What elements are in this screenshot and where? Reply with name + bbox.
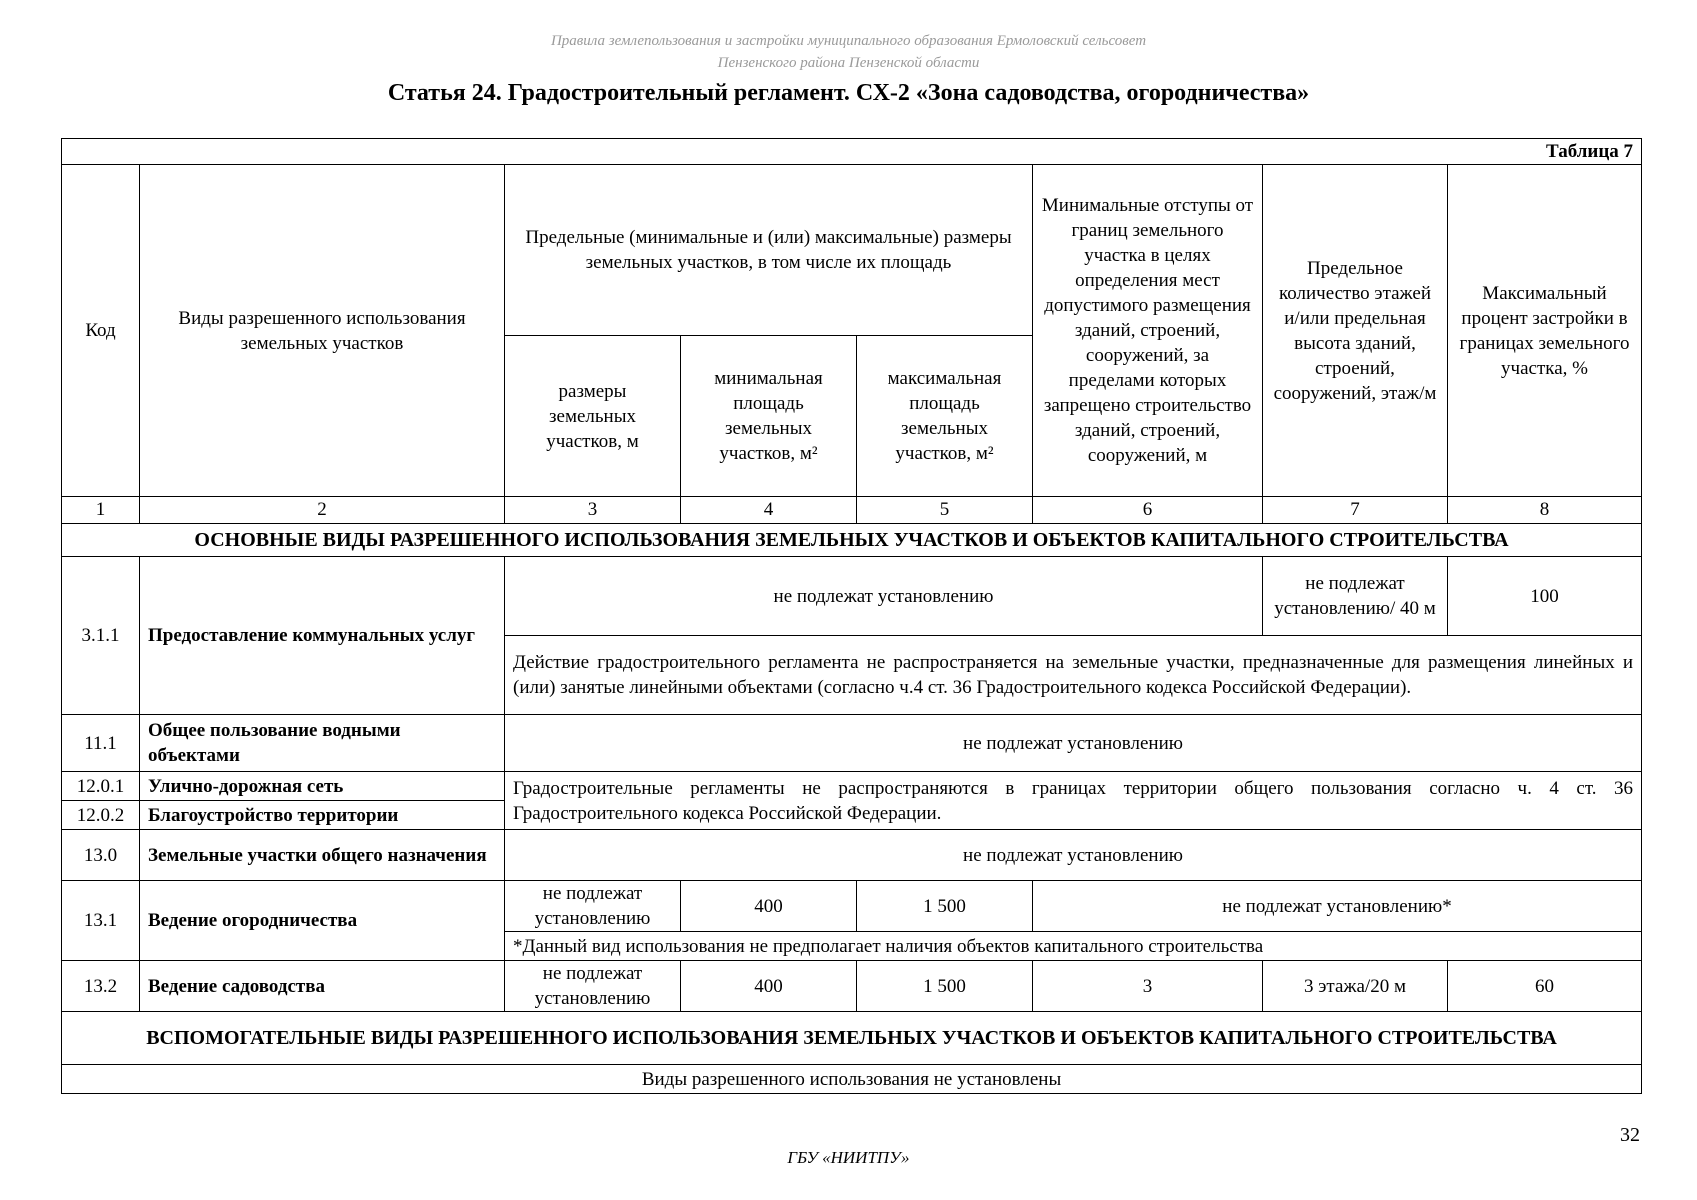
column-number: 5 <box>857 497 1033 524</box>
row-code: 3.1.1 <box>62 557 140 715</box>
header-sizes: размеры земельных участков, м <box>505 336 681 497</box>
column-number: 4 <box>681 497 857 524</box>
row-name: Земельные участки общего назначения <box>140 830 505 881</box>
running-header-line-2: Пензенского района Пензенской области <box>717 55 980 71</box>
row-code: 13.1 <box>62 881 140 961</box>
header-limits: Предельные (минимальные и (или) максимальные) размеры земельных участков, в том числе их площадь <box>505 165 1033 336</box>
running-header-line-1: Правила землепользования и застройки муниципального образования Ермоловский сельсовет <box>550 33 1147 49</box>
header-floors: Предельное количество этажей и/или предельная высота зданий, строений, сооружений, этаж/м <box>1263 165 1448 497</box>
article-title: Статья 24. Градостроительный регламент. СХ-2 «Зона садоводства, огородничества» <box>387 80 1310 106</box>
header-min-area: минимальная площадь земельных участков, м² <box>681 336 857 497</box>
row-name: Ведение огородничества <box>140 881 505 961</box>
row-coverage: 100 <box>1448 557 1642 636</box>
header-setbacks: Минимальные отступы от границ земельного участка в целях определения мест допустимого размещения зданий, строений, сооружений, за пределами которых запрещено строительство зданий, строений, сооружений, м <box>1033 165 1263 497</box>
row-note: Градостроительные регламенты не распространяются в границах территории общего пользования согласно ч. 4 ст. 36 Градостроительного кодекса Российской Федерации. <box>505 772 1642 830</box>
table-label: Таблица 7 <box>62 139 1642 165</box>
page-number: 32 <box>1620 1124 1640 1146</box>
row-name: Предоставление коммунальных услуг <box>140 557 505 715</box>
section-main-heading: ОСНОВНЫЕ ВИДЫ РАЗРЕШЕННОГО ИСПОЛЬЗОВАНИЯ ЗЕМЕЛЬНЫХ УЧАСТКОВ И ОБЪЕКТОВ КАПИТАЛЬНОГО СТРОИТЕЛЬСТВА <box>62 524 1642 557</box>
table-row <box>62 715 1642 772</box>
header-max-area: максимальная площадь земельных участков, м² <box>857 336 1033 497</box>
row-code: 13.0 <box>62 830 140 881</box>
row-floors: не подлежат установлению/ 40 м <box>1263 557 1448 636</box>
row-rest: не подлежат установлению* <box>1033 881 1642 932</box>
row-coverage: 60 <box>1448 961 1642 1012</box>
table-row <box>62 830 1642 881</box>
row-name: Ведение садоводства <box>140 961 505 1012</box>
row-max-area: 1 500 <box>857 961 1033 1012</box>
row-note: Действие градостроительного регламента не распространяется на земельные участки, предназначенные для размещения линейных и (или) занятые линейными объектами (согласно ч.4 ст. 36 Градостроительного кодекса Российской Федерации). <box>505 636 1642 715</box>
table-row <box>62 557 1642 636</box>
row-code: 12.0.1 <box>62 772 140 801</box>
table-row <box>62 881 1642 932</box>
row-sizes: не подлежат установлению <box>505 881 681 932</box>
row-limits: не подлежат установлению <box>505 557 1263 636</box>
column-number: 1 <box>62 497 140 524</box>
row-note: *Данный вид использования не предполагает наличия объектов капитального строительства <box>505 932 1642 961</box>
section-aux-heading: ВСПОМОГАТЕЛЬНЫЕ ВИДЫ РАЗРЕШЕННОГО ИСПОЛЬЗОВАНИЯ ЗЕМЕЛЬНЫХ УЧАСТКОВ И ОБЪЕКТОВ КАПИТАЛЬНОГО СТРОИТЕЛЬСТВА <box>62 1012 1642 1065</box>
row-value: не подлежат установлению <box>505 830 1642 881</box>
row-name: Благоустройство территории <box>140 801 505 830</box>
column-number: 8 <box>1448 497 1642 524</box>
header-code: Код <box>62 165 140 497</box>
column-number: 2 <box>140 497 505 524</box>
header-types: Виды разрешенного использования земельных участков <box>140 165 505 497</box>
table-row <box>62 961 1642 1012</box>
footer-org: ГБУ «НИИТПУ» <box>787 1148 910 1167</box>
row-code: 11.1 <box>62 715 140 772</box>
row-sizes: не подлежат установлению <box>505 961 681 1012</box>
column-numbers-row <box>62 497 1642 524</box>
running-header <box>0 30 1697 74</box>
row-code: 12.0.2 <box>62 801 140 830</box>
row-min-area: 400 <box>681 961 857 1012</box>
aux-value: Виды разрешенного использования не установлены <box>62 1065 1642 1094</box>
table-row <box>62 772 1642 801</box>
row-value: не подлежат установлению <box>505 715 1642 772</box>
header-coverage: Максимальный процент застройки в границах земельного участка, % <box>1448 165 1642 497</box>
row-floors: 3 этажа/20 м <box>1263 961 1448 1012</box>
column-number: 7 <box>1263 497 1448 524</box>
column-number: 3 <box>505 497 681 524</box>
regulation-table <box>61 138 1642 1094</box>
row-name: Улично-дорожная сеть <box>140 772 505 801</box>
column-number: 6 <box>1033 497 1263 524</box>
row-min-area: 400 <box>681 881 857 932</box>
row-setbacks: 3 <box>1033 961 1263 1012</box>
row-code: 13.2 <box>62 961 140 1012</box>
row-max-area: 1 500 <box>857 881 1033 932</box>
row-name: Общее пользование водными объектами <box>140 715 505 772</box>
